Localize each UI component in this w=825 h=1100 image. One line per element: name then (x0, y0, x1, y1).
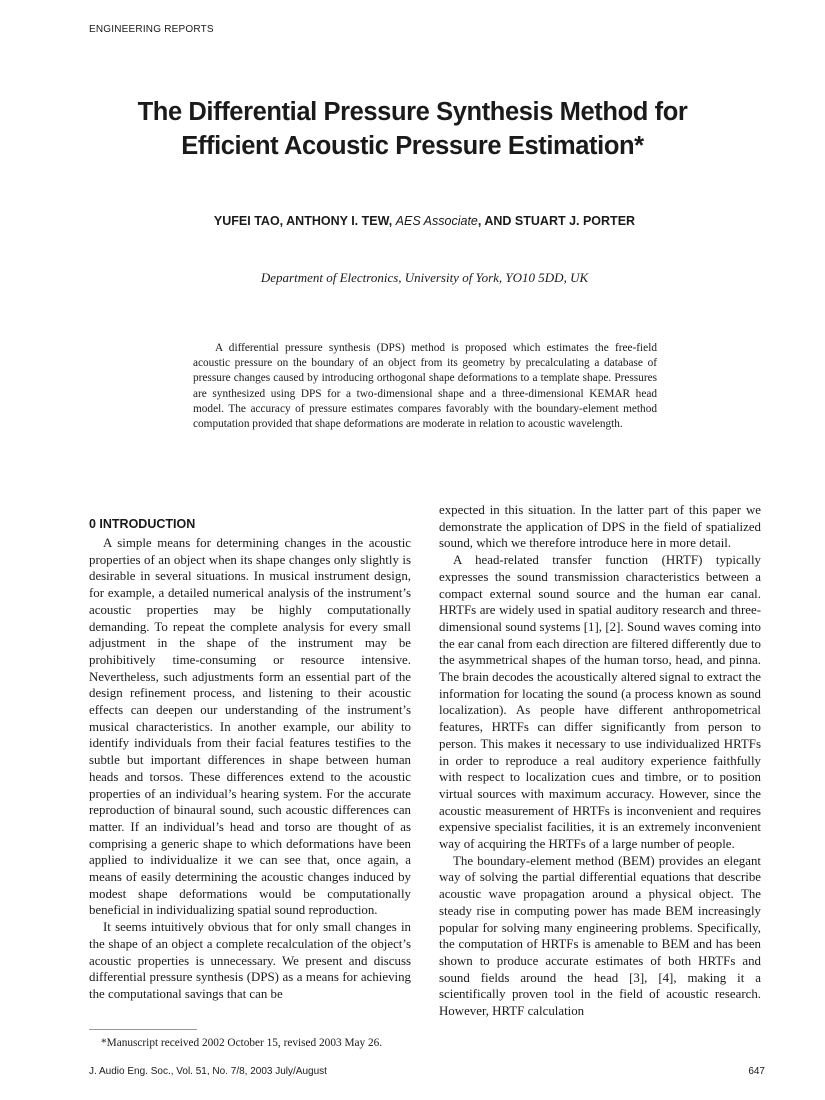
body-column-right (439, 502, 761, 1020)
author-role: AES Associate (395, 214, 478, 228)
title-line-1: The Differential Pressure Synthesis Method for (137, 98, 688, 126)
page-title (0, 95, 825, 163)
footnote: *Manuscript received 2002 October 15, revised 2003 May 26. (101, 1037, 383, 1049)
body-paragraph: A head-related transfer function (HRTF) typically expresses the sound transmission characteristics between a compact external sound source and the human ear canal. HRTFs are widely used in spatial auditory research and three-dimensional sound systems [1], [2]. Sound waves coming into the ear canal from each direction are filtered differently due to the asymmetrical shapes of the human torso, head, and pinna. The brain decodes the acoustically altered signal to extract the information for locating the sound (a process known as sound localization). As people have different anthropometrical features, HRTFs can differ significantly from person to person. This makes it necessary to use individualized HRTFs in order to reproduce a real auditory experience faithfully with respect to localization cues and timbre, or to position virtual sources with maximum accuracy. However, since the acoustic measurement of HRTFs is inconvenient and requires expensive specialist facilities, it is an extremely inconvenient way of acquiring the HRTFs of a large number of people. (439, 553, 761, 852)
abstract: A differential pressure synthesis (DPS) method is proposed which estimates the free-field acoustic pressure on the boundary of an object from its geometry by precalculating a database of pressure changes caused by introducing orthogonal shape deformations to a template shape. Pressures are synthesized using DPS for a two-dimensional shape and a three-dimensional KEMAR head model. The accuracy of pressure estimates compares favorably with the boundary-element method computation provided that shape deformations are moderate in relation to acoustic wavelength. (193, 342, 657, 431)
affiliation: Department of Electronics, University of York, YO10 5DD, UK (260, 270, 589, 285)
title-line-2: Efficient Acoustic Pressure Estimation* (181, 132, 644, 160)
authors-part-1: YUFEI TAO, ANTHONY I. TEW, (213, 214, 396, 228)
body-paragraph: A simple means for determining changes in the acoustic properties of an object when its shape changes only slightly is desirable in several situations. In musical instrument design, for example, a detailed numerical analysis of the instrument’s acoustic properties may be highly computationally demanding. To repeat the complete analysis for every small adjustment in the shape of the instrument may be prohibitively time-consuming or resource intensive. Nevertheless, such adjustments form an essential part of the design refinement process, and listening to their acoustic effects can deepen our understanding of the instrument’s musical characteristics. In another example, our ability to identify individuals from their facial features testifies to the subtle but important differences in shape between human heads and torsos. These differences extend to the acoustic properties of an individual’s hearing system. For the accurate reproduction of binaural sound, such acoustic differences can matter. If an individual’s head and torso are thought of as comprising a generic shape to which deformations have been applied to individualize it we can see that, once again, a means of easily determining the acoustic changes induced by modest shape deformations would be computationally beneficial in individualizing spatial sound reproduction. (89, 536, 411, 918)
body-paragraph: expected in this situation. In the latter part of this paper we demonstrate the application of DPS in the field of spatialized sound, which we therefore introduce here in more detail. (439, 503, 761, 551)
body-paragraph: It seems intuitively obvious that for only small changes in the shape of an object a complete recalculation of the object’s acoustic properties is unnecessary. We present and discuss differential pressure synthesis (DPS) as a means for achieving the computational savings that can be (89, 920, 411, 1001)
section-heading: 0 INTRODUCTION (89, 517, 196, 531)
author-line (0, 214, 825, 228)
footnote-divider (89, 1029, 197, 1030)
body-paragraph: The boundary-element method (BEM) provides an elegant way of solving the partial differential equations that describe acoustic wave propagation around a physical object. The steady rise in computing power has made BEM increasingly popular for solving many engineering problems. Specifically, the computation of HRTFs is amenable to BEM and has been shown to produce accurate estimates of both HRTFs and sound fields around the head [3], [4], making it a scientifically proven tool in the field of acoustic research. However, HRTF calculation (439, 853, 761, 1019)
footer-citation: J. Audio Eng. Soc., Vol. 51, No. 7/8, 2003 July/August (89, 1066, 327, 1077)
body-column-left (89, 515, 411, 1003)
authors-part-2: , AND STUART J. PORTER (477, 214, 636, 228)
running-head: ENGINEERING REPORTS (89, 24, 214, 35)
page-number: 647 (748, 1066, 765, 1077)
